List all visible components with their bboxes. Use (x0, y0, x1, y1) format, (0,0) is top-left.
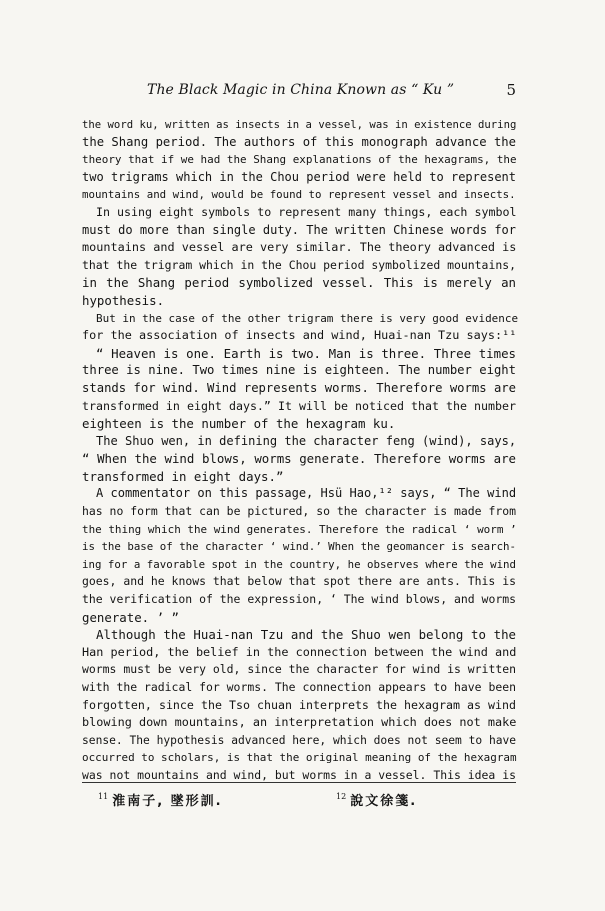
text-line: the Shang period. The authors of this monograph advance the (82, 134, 517, 149)
text-line: stands for wind. Wind represents worms. Therefore worms are (82, 380, 517, 395)
text-line: is the base of the character ‘ wind.’ When the geomancer is search- (82, 540, 516, 554)
text-line: worms must be very old, since the character for wind is written (82, 662, 516, 677)
text-line: “ Heaven is one. Earth is two. Man is three. Three times (96, 345, 516, 361)
text-line: two trigrams which in the Chou period were held to represent (82, 169, 516, 184)
text-line: goes, and he knows that below that spot there are ants. This is (82, 574, 516, 589)
footnote-text: 淮南子, 墜形訓. (112, 794, 223, 809)
text-line: theory that if we had the Shang explanations of the hexagrams, the (82, 153, 517, 167)
text-line: has no form that can be pictured, so the character is made from (82, 504, 516, 519)
footnote-divider (82, 782, 516, 783)
text-line: transformed in eight days.” (82, 468, 284, 484)
footnote-12 (336, 790, 417, 809)
text-line: was not mountains and wind, but worms in a vessel. This idea is (82, 767, 516, 782)
text-line: with the radical for worms. The connection appears to have been (82, 680, 516, 694)
text-line: the word ku, written as insects in a vessel, was in existence during (82, 118, 517, 131)
text-line: A commentator on this passage, Hsü Hao,¹² says, “ The wind (96, 486, 517, 501)
body-text (82, 116, 519, 785)
footnotes (82, 790, 516, 812)
text-line: transformed in eight days.” It will be noticed that the number (82, 398, 516, 413)
footnote-text: 說文徐箋. (350, 794, 418, 809)
text-line: hypothesis. (82, 292, 165, 308)
text-line: “ When the wind blows, worms generate. Therefore worms are (82, 451, 516, 467)
text-line: the verification of the expression, ‘ The wind blows, and worms (82, 592, 516, 607)
footnote-mark: 12 (336, 792, 347, 801)
footnote-11 (98, 790, 223, 809)
text-line: for the association of insects and wind, Huai-nan Tzu says:¹¹ (82, 328, 517, 343)
running-title: The Black Magic in China Known as “ Ku ” (147, 82, 455, 98)
text-line: generate. ’ ” (82, 609, 179, 625)
text-line: the thing which the wind generates. Therefore the radical ‘ worm ’ (82, 522, 517, 536)
text-line: occurred to scholars, is that the original meaning of the hexagram (82, 751, 517, 765)
text-line: sense. The hypothesis advanced here, which does not seem to have (82, 733, 517, 747)
text-line: that the trigram which in the Chou period symbolized mountains, (82, 257, 516, 272)
text-line: in the Shang period symbolized vessel. This is merely an (82, 275, 516, 291)
text-line: forgotten, since the Tso chuan interprets the hexagram as wind (82, 697, 516, 712)
text-line: Han period, the belief in the connection between the wind and (82, 644, 517, 659)
text-line: Although the Huai-nan Tzu and the Shuo wen belong to the (96, 627, 516, 643)
text-line: In using eight symbols to represent many things, each symbol (96, 204, 517, 219)
page-number: 5 (506, 81, 516, 99)
running-header (82, 78, 516, 98)
text-line: mountains and wind, would be found to represent vessel and insects. (82, 188, 516, 202)
text-line: mountains and vessel are very similar. The theory advanced is (82, 240, 517, 255)
text-line: eighteen is the number of the hexagram ku. (82, 416, 396, 432)
text-line: must do more than single duty. The written Chinese words for (82, 222, 516, 237)
text-line: blowing down mountains, an interpretation which does not make (82, 715, 517, 730)
text-line: But in the case of the other trigram there is very good evidence (96, 311, 519, 325)
text-line: three is nine. Two times nine is eighteen. The number eight (82, 363, 517, 378)
text-line: The Shuo wen, in defining the character feng (wind), says, (96, 433, 517, 448)
text-line: ing for a favorable spot in the country, he observes where the wind (82, 557, 516, 571)
footnote-mark: 11 (98, 792, 109, 801)
